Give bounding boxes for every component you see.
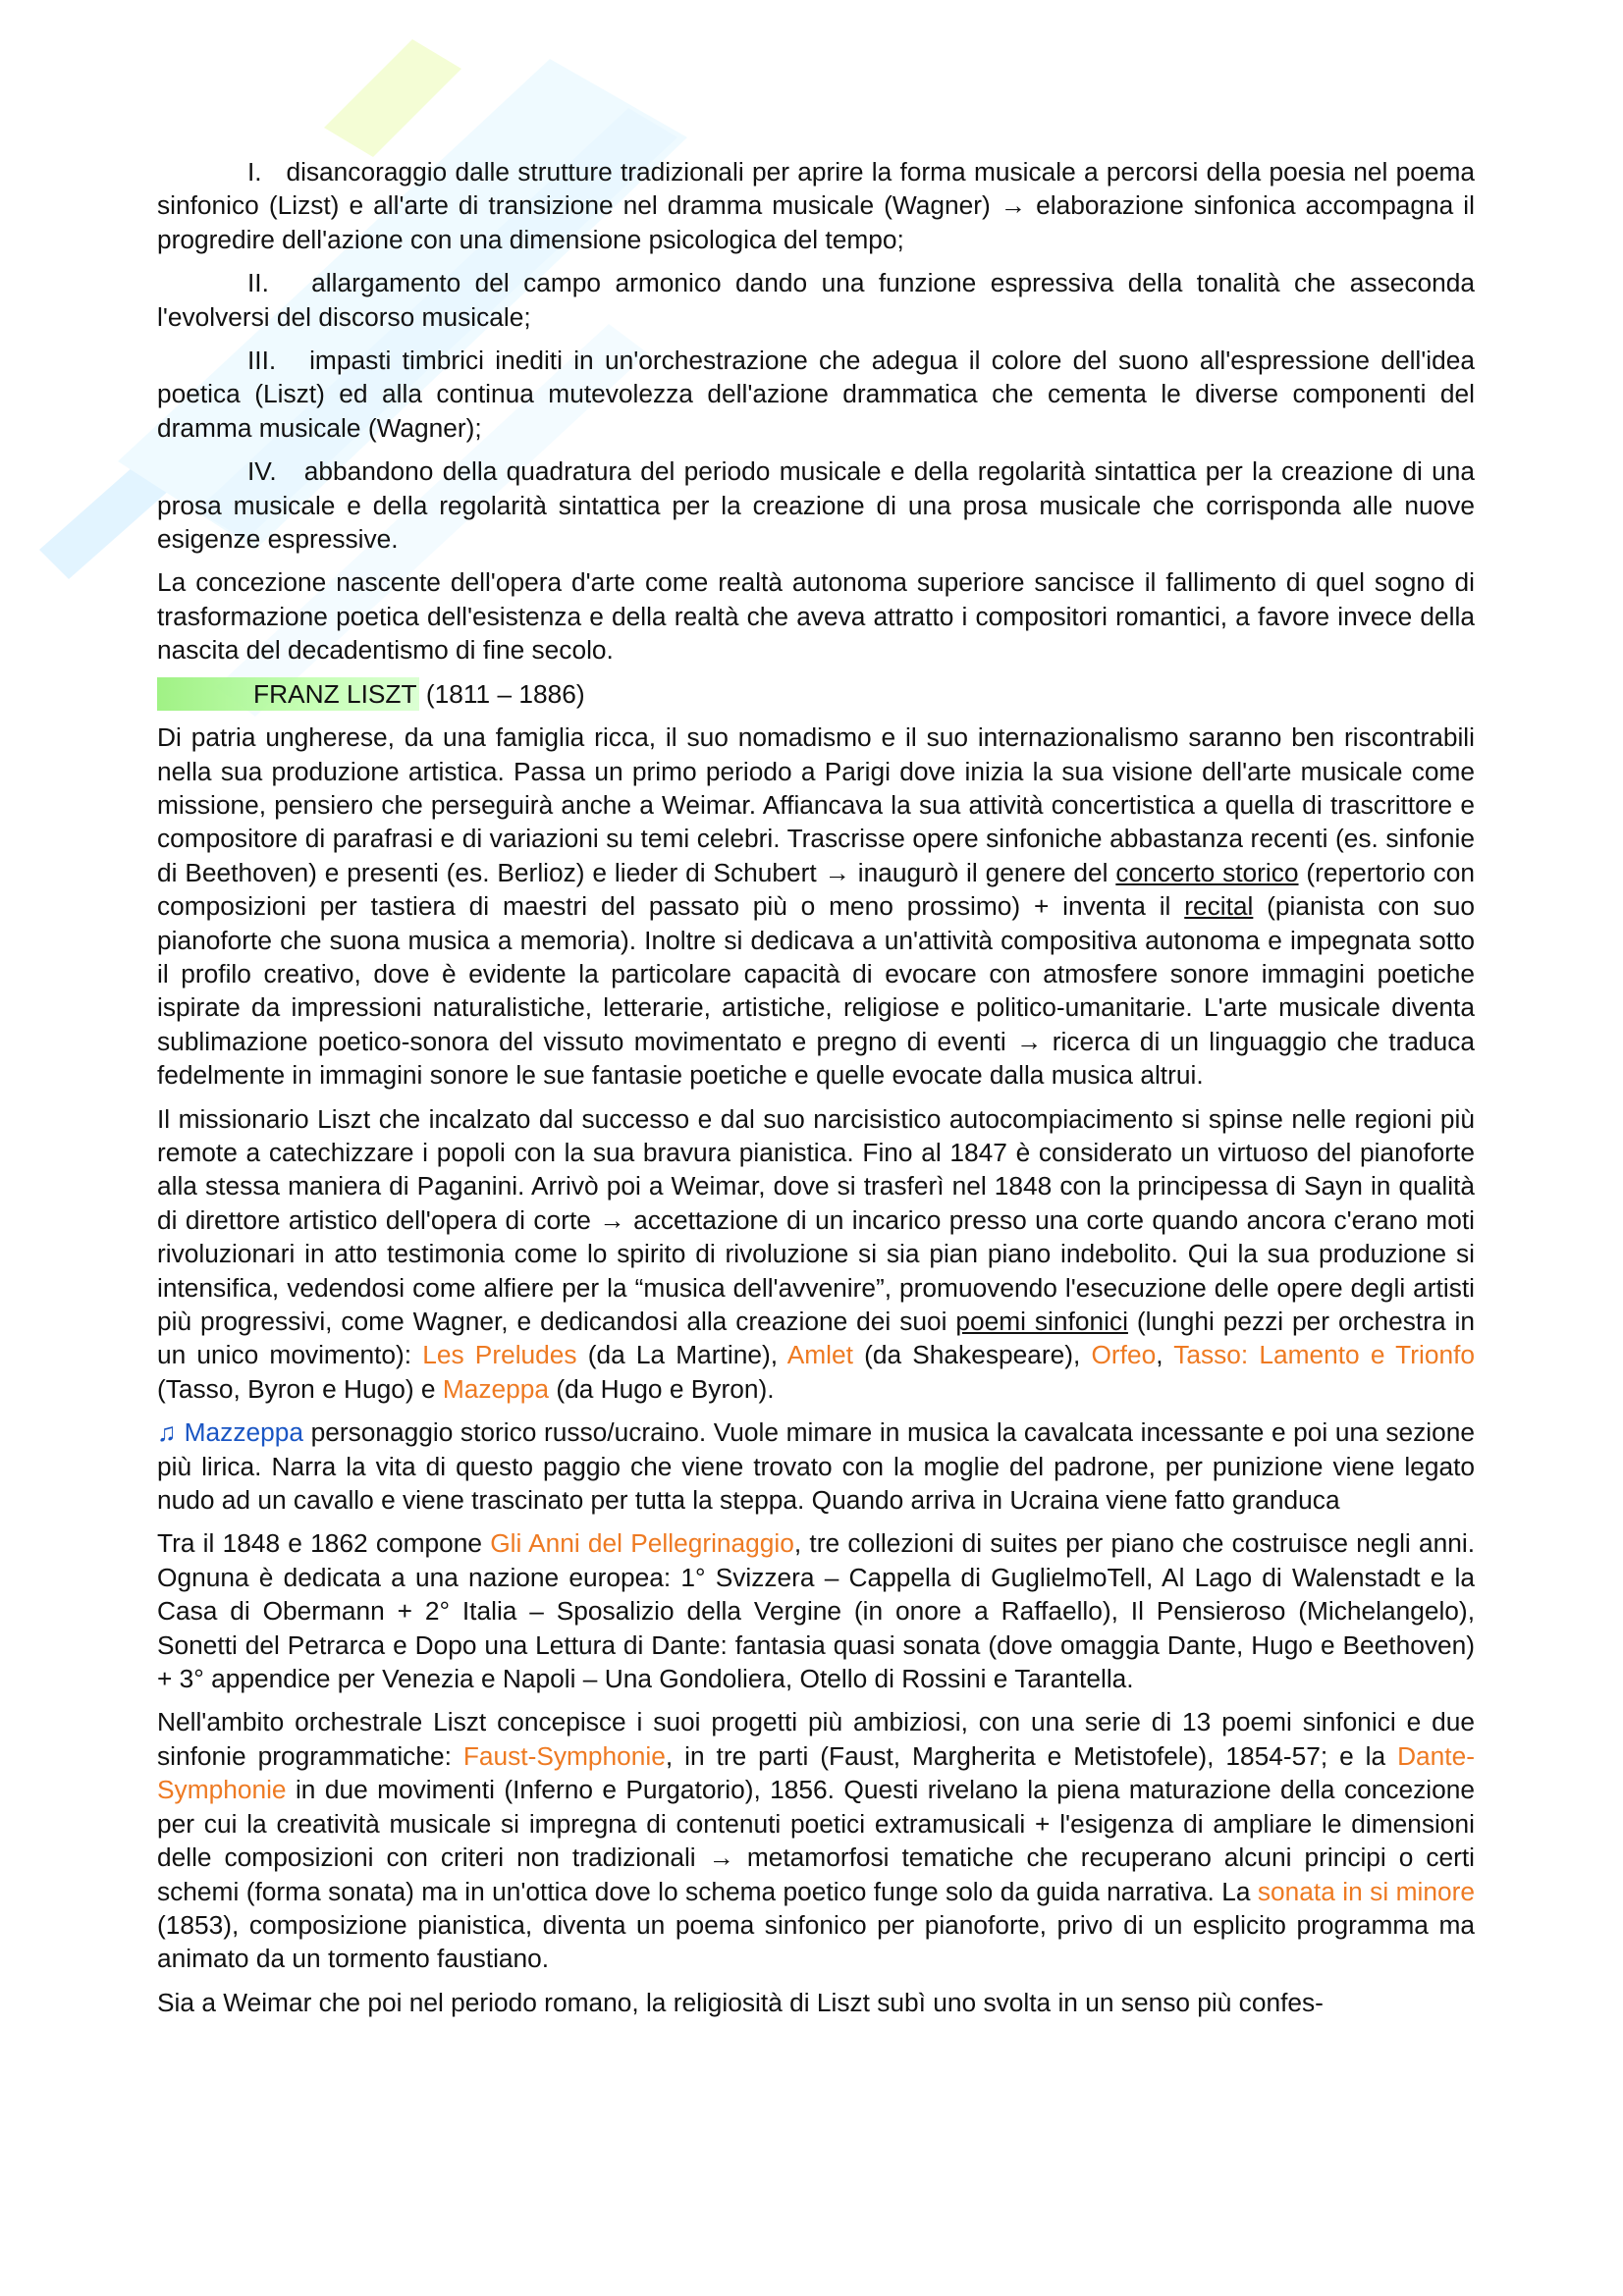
- text-run: , tre collezioni di suites per piano che costruisce negli anni. Ognuna è dedicata a una nazione europea: 1° Svizzera – Cappella di GuglielmoTell, Al Lago di Walenstadt e la Casa di Obermann + 2° Italia – Sposalizio della Vergine (in onore a Raffaello), Il Pensieroso (Michelangelo), Sonetti del Petrarca e Dopo una Lettura di Dante: fantasia quasi sonata (dove omaggia Dante, Hugo e Beethoven) + 3° appendice per Venezia e Napoli – Una Gondoliera, Otello di Rossini e Tarantella.: [157, 1528, 1476, 1694]
- list-text: allargamento del campo armonico dando una funzione espressiva della tonalità che asseconda l'evolversi del discorso musicale;: [157, 268, 1476, 332]
- note-title: Mazzeppa: [177, 1417, 303, 1448]
- text-run: Di patria ungherese, da una famiglia ricca, il suo nomadismo e il suo internazionalismo saranno ben riscontrabili nella sua produzione artistica. Passa un primo periodo a Parigi dove inizia la sua visione dell'arte musicale come missione, pensiero che perseguirà anche a Weimar. Affiancava la sua attività concertistica a quella di trascrittore e compositore di parafrasi e di variazioni su temi celebri. Trascrisse opere sinfoniche abbastanza recenti (es. sinfonie di Beethoven) e presenti (es. Berlioz) e lieder di Schubert → inaugurò il genere del: [157, 722, 1475, 887]
- list-text: disancoraggio dalle strutture tradizionali per aprire la forma musicale a percorsi della poesia nel poema sinfonico (Lizst) e all'arte di transizione nel dramma musicale (Wagner) → elaborazione sinfonica accompagna il progredire dell'azione con una dimensione psicologica del tempo;: [157, 157, 1476, 254]
- work-title: Amlet: [786, 1340, 853, 1370]
- text-run: (da La Martine),: [576, 1340, 787, 1370]
- heading-title: FRANZ LISZT: [157, 677, 419, 711]
- text-run: (da Hugo e Byron).: [549, 1373, 775, 1404]
- text-run: personaggio storico russo/ucraino. Vuole mimare in musica la cavalcata incessante e poi una sezione più lirica. Narra la vita di questo paggio che viene trovato con la moglie del padrone, per punizione viene legato nudo ad un cavallo e viene trascinato per tutta la steppa. Quando arriva in Ucraina viene fatto granduca: [157, 1417, 1475, 1516]
- list-item-4: [157, 454, 1475, 556]
- heading-dates: (1811 – 1886): [418, 678, 585, 709]
- text-run: Tra il 1848 e 1862 compone: [157, 1528, 491, 1559]
- text-run: Il missionario Liszt che incalzato dal successo e dal suo narcisistico autocompiacimento si spinse nelle regioni più remote a catechizzare i popoli con la sua bravura pianistica. Fino al 1847 è considerato un virtuoso del pianoforte alla stessa maniera di Paganini. Arrivò poi a Weimar, dove si trasferì nel 1848 con la principessa di Sayn in qualità di direttore artistico dell'opera di corte → accettazione di un incarico presso una corte quando ancora c'erano moti rivoluzionari in atto testimonia come lo spirito di rivoluzione si sia pian piano indebolito. Qui la sua produzione si intensifica, vedendosi come alfiere per la “musica dell'avvenire”, promuovendo l'esecuzione delle opere degli artisti più progressivi, come Wagner, e dedicandosi alla creazione dei suoi: [157, 1103, 1475, 1336]
- document-body: [157, 155, 1475, 2029]
- text-run: (Tasso, Byron e Hugo) e: [157, 1373, 443, 1404]
- list-number: IV.: [247, 456, 277, 487]
- text-run: (da Shakespeare),: [852, 1340, 1092, 1370]
- text-run: (repertorio con composizioni per tastiera di maestri del passato più o meno prossimo) + inventa il: [157, 857, 1475, 922]
- term-poemi-sinfonici: poemi sinfonici: [955, 1307, 1128, 1336]
- text-run: (1853), composizione pianistica, diventa un poema sinfonico per pianoforte, privo di un esplicito programma ma animato da un tormento faustiano.: [157, 1909, 1475, 1974]
- text-run: in due movimenti (Inferno e Purgatorio), 1856. Questi rivelano la piena maturazione della concezione per cui la creatività musicale si impregna di contenuti poetici extramusicali + l'esigenza di ampliare le dimensioni delle composizioni con criteri non tradizionali → metamorfosi tematiche che recuperano alcuni principi o certi schemi (forma sonata) ma in un'ottica dove lo schema poetico funge solo da guida narrativa. La: [157, 1775, 1475, 1906]
- list-number: I.: [247, 157, 262, 187]
- work-title: Mazeppa: [442, 1373, 550, 1404]
- paragraph-weimar: [157, 1102, 1475, 1407]
- work-title: Dante-Symphonie: [157, 1740, 1475, 1805]
- list-text: impasti timbrici inediti in un'orchestrazione che adegua il colore del suono all'espressione dell'idea poetica (Liszt) ed alla continua mutevolezza dell'azione drammatica che cementa le diverse componenti del dramma musicale (Wagner);: [157, 346, 1475, 443]
- section-heading: [157, 677, 1475, 711]
- list-item-3: [157, 344, 1475, 445]
- work-title: Gli Anni del Pellegrinaggio: [490, 1528, 794, 1559]
- paragraph-mazzeppa: [157, 1415, 1475, 1517]
- work-title: sonata in si minore: [1257, 1876, 1475, 1906]
- work-title: Les Preludes: [422, 1340, 577, 1370]
- text-run: (lunghi pezzi per orchestra in un unico movimento):: [157, 1307, 1475, 1370]
- list-item-1: [157, 155, 1475, 256]
- paragraph-orchestral: [157, 1705, 1475, 1975]
- work-title: Tasso: Lamento e Trionfo: [1173, 1340, 1475, 1370]
- paragraph-biography: [157, 721, 1475, 1092]
- conclusion-paragraph: La concezione nascente dell'opera d'arte come realtà autonoma superiore sancisce il fallimento di quel sogno di trasformazione poetica dell'esistenza e della realtà che aveva attratto i compositori romantici, a favore invece della nascita del decadentismo di fine secolo.: [157, 567, 1475, 666]
- list-text: abbandono della quadratura del periodo musicale e della regolarità sintattica per la creazione di una prosa musicale e della regolarità sintattica per la creazione di una prosa musicale che corrisponda alle nuove esigenze espressive.: [157, 456, 1476, 555]
- text-run: (pianista con suo pianoforte che suona musica a memoria). Inoltre si dedicava a un'attività compositiva autonoma e impegnata sotto il profilo creativo, dove è evidente la particolare capacità di evocare con atmosfere sonore immagini poetiche ispirate da impressioni naturalistiche, letterarie, artistiche, religiose e politico-umanitarie. L'arte musicale diventa sublimazione poetico-sonora del vissuto movimentato e pregno di eventi → ricerca di un linguaggio che traduca fedelmente in immagini sonore le sue fantasie poetiche e quelle evocate dalla musica altrui.: [157, 891, 1475, 1091]
- work-title: Orfeo: [1091, 1340, 1157, 1370]
- music-note-icon: ♫: [157, 1417, 178, 1448]
- paragraph-pellegrinaggio: [157, 1526, 1475, 1695]
- work-title: Faust-Symphonie: [462, 1740, 666, 1771]
- text-run: , in tre parti (Faust, Margherita e Metistofele), 1854-57; e la: [665, 1740, 1398, 1771]
- paragraph-religiosity: Sia a Weimar che poi nel periodo romano, la religiosità di Liszt subì uno svolta in un senso più confes-: [157, 1987, 1324, 2017]
- list-number: III.: [247, 346, 277, 376]
- term-concerto-storico: concerto storico: [1115, 857, 1299, 887]
- term-recital: recital: [1184, 891, 1254, 922]
- text-run: Nell'ambito orchestrale Liszt concepisce i suoi progetti più ambiziosi, con una serie di 13 poemi sinfonici e due sinfonie programmatiche:: [157, 1707, 1475, 1771]
- list-number: II.: [247, 268, 269, 298]
- list-item-2: [157, 266, 1475, 334]
- text-run: ,: [1156, 1340, 1174, 1370]
